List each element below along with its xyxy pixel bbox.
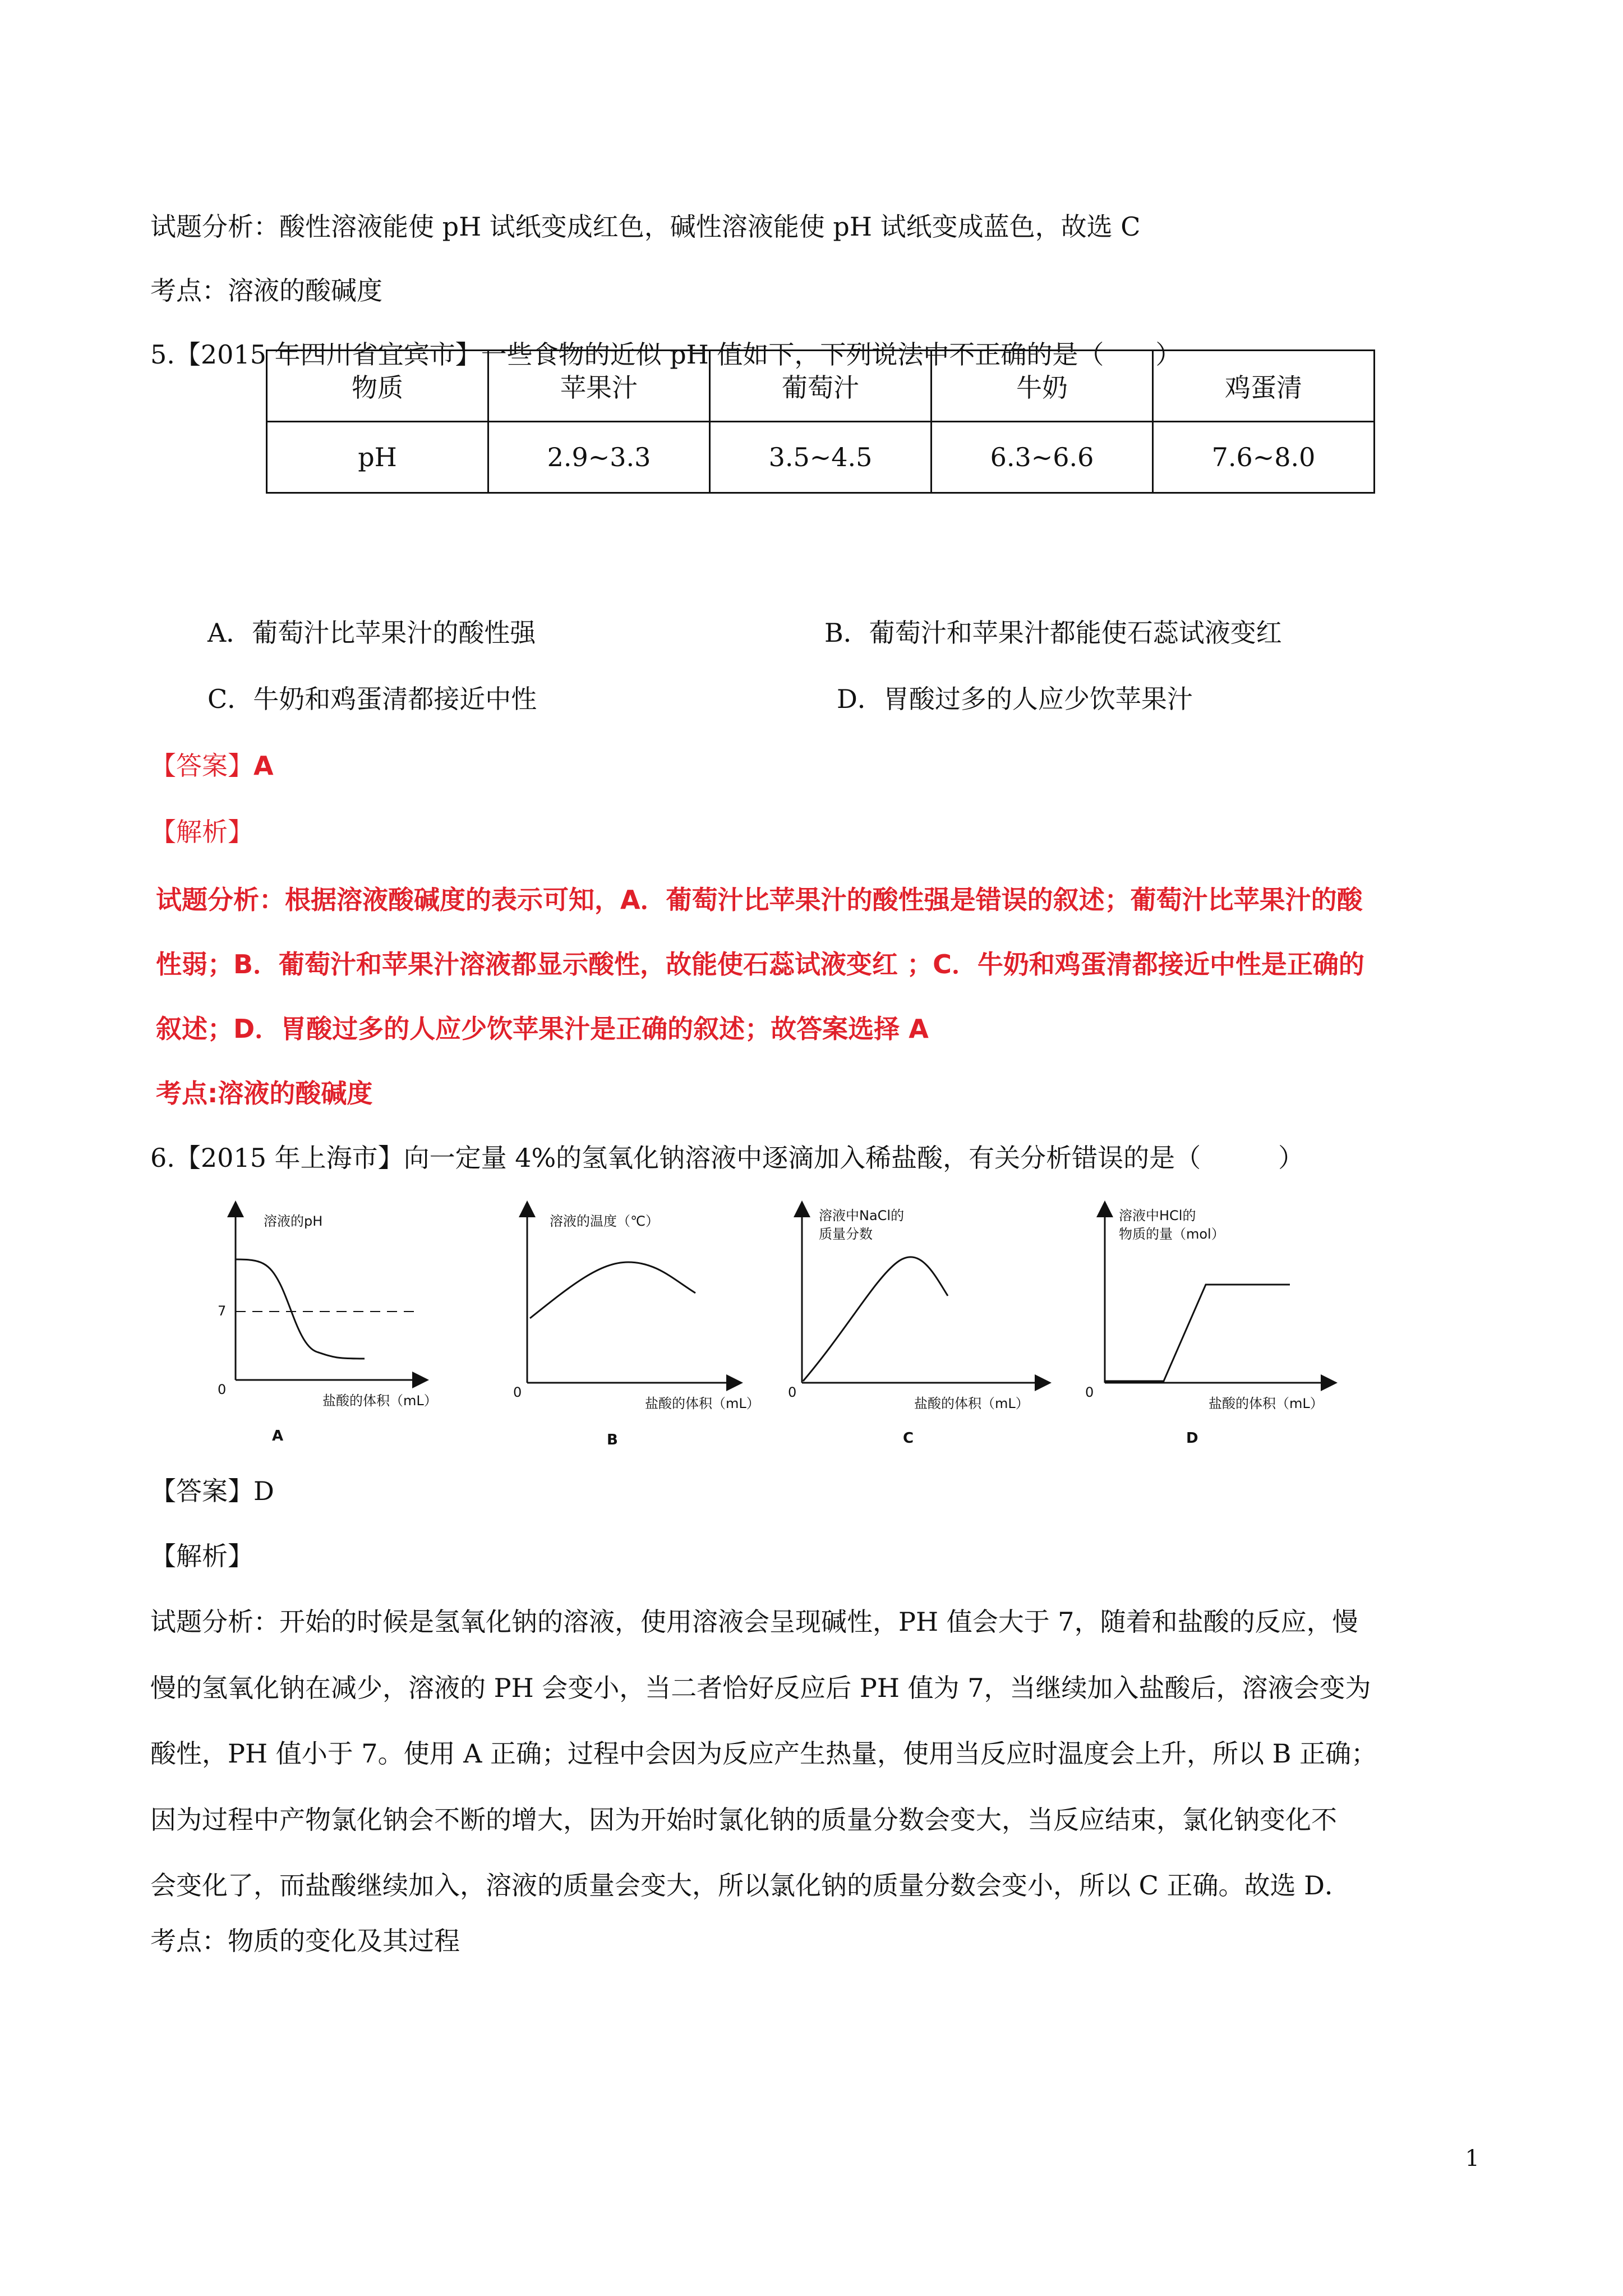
table-cell: 3.5~4.5 — [710, 422, 932, 493]
option-a: A．葡萄汁比苹果汁的酸性强 — [208, 618, 536, 648]
graph-a — [196, 1200, 437, 1447]
q6-analysis-line-2: 慢的氢氧化钠在减少，溶液的 PH 会变小，当二者恰好反应后 PH 值为 7，当继续加入盐酸后，溶液会变为 — [150, 1673, 1371, 1703]
q5-analysis-line-1: 试题分析：根据溶液酸碱度的表示可知，A．葡萄汁比苹果汁的酸性强是错误的叙述；葡萄汁比苹果汁的酸 — [156, 885, 1363, 915]
origin-label: 0 — [218, 1382, 227, 1397]
graph-caption: B — [607, 1432, 618, 1448]
q6-stem: 6.【2015 年上海市】向一定量 4%的氢氧化钠溶液中逐滴加入稀盐酸，有关分析错误的是（ ） — [150, 1143, 1304, 1173]
prev-point: 考点：溶液的酸碱度 — [150, 275, 382, 306]
graph-d — [1082, 1200, 1340, 1447]
table-cell: 苹果汁 — [488, 351, 710, 422]
q5-answer — [150, 749, 274, 783]
option-c: C．牛奶和鸡蛋清都接近中性 — [208, 684, 537, 714]
q5-analysis-line-3: 叙述；D．胃酸过多的人应少饮苹果汁是正确的叙述；故答案选择 A — [156, 1014, 929, 1044]
q5-jiexi: 【解析】 — [150, 817, 253, 847]
y-label: 溶液的温度（℃） — [550, 1213, 659, 1229]
graph-caption: A — [272, 1428, 284, 1444]
hcl-line — [1105, 1285, 1290, 1381]
x-label: 盐酸的体积（mL） — [322, 1393, 437, 1409]
table-cell: 6.3~6.6 — [932, 422, 1153, 493]
q6-analysis-line-3: 酸性，PH 值小于 7。使用 A 正确；过程中会因为反应产生热量，使用当反应时温度会上升，所以 B 正确； — [150, 1738, 1377, 1769]
table-cell: 葡萄汁 — [710, 351, 932, 422]
option-d: D．胃酸过多的人应少饮苹果汁 — [837, 684, 1193, 714]
ref-tick-label: 7 — [218, 1303, 227, 1319]
table-row — [267, 422, 1375, 493]
temperature-curve — [530, 1262, 695, 1318]
answer-value: A — [253, 751, 274, 781]
y-label-line-1: 溶液中NaCl的 — [819, 1208, 905, 1223]
origin-label: 0 — [788, 1384, 797, 1400]
table-cell: 2.9~3.3 — [488, 422, 710, 493]
q6-analysis-line-5: 会变化了，而盐酸继续加入，溶液的质量会变大，所以氯化钠的质量分数会变小，所以 C 正确。故选 D． — [150, 1870, 1350, 1901]
graph-c — [785, 1200, 1054, 1447]
x-label: 盐酸的体积（mL） — [645, 1396, 760, 1411]
x-label: 盐酸的体积（mL） — [914, 1396, 1029, 1411]
table-cell: 鸡蛋清 — [1153, 351, 1375, 422]
ph-table — [266, 349, 1375, 494]
table-cell: 物质 — [267, 351, 488, 422]
origin-label: 0 — [1085, 1384, 1094, 1400]
y-label-line-1: 溶液中HCl的 — [1119, 1208, 1196, 1223]
q6-analysis-line-1: 试题分析：开始的时候是氢氧化钠的溶液，使用溶液会呈现碱性，PH 值会大于 7，随着和盐酸的反应，慢 — [150, 1607, 1358, 1637]
table-cell: 7.6~8.0 — [1153, 422, 1375, 493]
ph-curve — [236, 1259, 365, 1359]
q6-point: 考点：物质的变化及其过程 — [150, 1926, 460, 1956]
q5-stem: 5.【2015 年四川省宜宾市】一些食物的近似 pH 值如下，下列说法中不正确的是（ ） — [150, 339, 1182, 370]
q5-analysis-line-2: 性弱；B．葡萄汁和苹果汁溶液都显示酸性，故能使石蕊试液变红 ；C．牛奶和鸡蛋清都接近中性是正确的 — [156, 949, 1364, 979]
y-label: 溶液的pH — [264, 1213, 323, 1229]
origin-label: 0 — [513, 1384, 522, 1400]
q5-point: 考点:溶液的酸碱度 — [156, 1078, 373, 1108]
y-label-line-2: 质量分数 — [819, 1226, 873, 1242]
nacl-curve — [803, 1257, 948, 1381]
table-cell: pH — [267, 422, 488, 493]
graph-caption: C — [903, 1430, 914, 1447]
y-label-line-2: 物质的量（mol） — [1119, 1226, 1225, 1242]
table-row — [267, 351, 1375, 422]
answer-label: 【答案】 — [150, 751, 253, 781]
q6-analysis-line-4: 因为过程中产物氯化钠会不断的增大，因为开始时氯化钠的质量分数会变大，当反应结束，氯化钠变化不 — [150, 1805, 1337, 1835]
q6-jiexi: 【解析】 — [150, 1541, 253, 1571]
table-cell: 牛奶 — [932, 351, 1153, 422]
option-b: B．葡萄汁和苹果汁都能使石蕊试液变红 — [824, 618, 1282, 648]
q6-answer: 【答案】D — [150, 1476, 274, 1506]
page-number: 1 — [1465, 2146, 1479, 2171]
prev-analysis: 试题分析：酸性溶液能使 pH 试纸变成红色，碱性溶液能使 pH 试纸变成蓝色，故选 C — [150, 211, 1141, 242]
graph-b — [488, 1200, 760, 1448]
graph-caption: D — [1186, 1430, 1198, 1447]
x-label: 盐酸的体积（mL） — [1209, 1396, 1324, 1411]
